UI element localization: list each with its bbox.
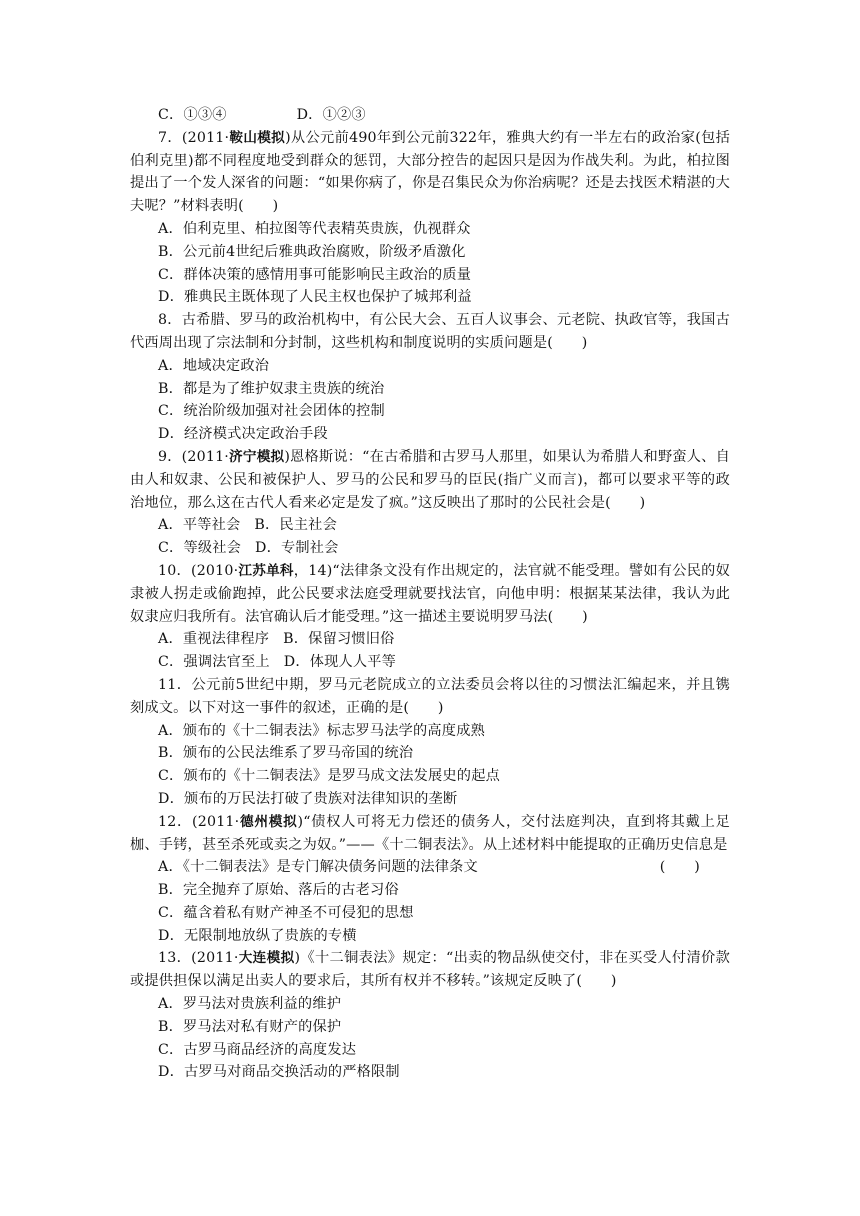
option-a: A．《十二铜表法》是专门解决债务问题的法律条文 — [158, 859, 478, 876]
question-list — [130, 104, 730, 1084]
question-number: 11． — [158, 676, 192, 693]
option-b: B．保留习惯旧俗 — [283, 631, 395, 648]
option-c: C．颁布的《十二铜表法》是罗马成文法发展史的起点 — [158, 768, 500, 785]
option-row — [130, 628, 730, 651]
option-c: C．统治阶级加强对社会团体的控制 — [158, 403, 385, 420]
question-source: 德州模拟 — [239, 813, 298, 830]
option-a: A．伯利克里、柏拉图等代表精英贵族，仇视群众 — [158, 220, 471, 237]
option-a: A．重视法律程序 — [158, 631, 270, 648]
question-text: ，14)“法律条文没有作出规定的，法官就不能受理。譬如有公民的奴隶被人拐走或偷跑掉，此公民要求法庭受理就要找法官，向他申明：根据某某法律，我认为此奴隶应归我所有。法官确认后才能受理。”这一描述主要说明罗马法( ) — [130, 562, 730, 625]
option-d: D．体现人人平等 — [283, 654, 397, 671]
option-b: B．民主社会 — [254, 517, 337, 534]
answer-blank: ( ) — [659, 859, 700, 876]
question-number: 10．(2010· — [158, 562, 239, 579]
option-a: A．颁布的《十二铜表法》标志罗马法学的高度成熟 — [158, 722, 485, 739]
question-number: 9．(2011· — [158, 448, 230, 465]
option-row — [130, 537, 730, 560]
question-text: )恩格斯说：“在古希腊和古罗马人那里，如果认为希腊人和野蛮人、自由人和奴隶、公民和被保护人、罗马的公民和罗马的臣民(指广义而言)，都可以要求平等的政治地位，那么这在古代人看来必定是发了疯。”这反映出了那时的公民社会是( ) — [130, 448, 730, 511]
question-number: 13．(2011· — [158, 950, 239, 967]
option-b: B．罗马法对私有财产的保护 — [158, 1018, 342, 1035]
option-d: D．专制社会 — [255, 540, 339, 557]
option-d: D．①②③ — [296, 107, 366, 123]
question-13 — [130, 947, 730, 993]
question-7 — [130, 127, 730, 218]
question-source: 济宁模拟 — [229, 448, 285, 465]
option-d: D．古罗马对商品交换活动的严格限制 — [158, 1064, 400, 1081]
option-b: B．公元前4世纪后雅典政治腐败，阶级矛盾激化 — [158, 243, 466, 260]
option-b: B．完全抛弃了原始、落后的古老习俗 — [158, 882, 399, 899]
option-c: C．等级社会 — [158, 540, 241, 557]
question-source: 江苏单科 — [238, 562, 294, 579]
question-source: 鞍山模拟 — [229, 129, 286, 146]
option-b: B．颁布的公民法维系了罗马帝国的统治 — [158, 745, 414, 762]
question-text: 古希腊、罗马的政治机构中，有公民大会、五百人议事会、元老院、执政官等，我国古代西周出现了宗法制和分封制，这些机构和制度说明的实质问题是( ) — [130, 312, 730, 351]
question-text: )《十二铜表法》规定：“出卖的物品纵使交付，非在买受人付清价款或提供担保以满足出卖人的要求后，其所有权并不移转。”该规定反映了( ) — [130, 950, 730, 990]
question-text: )从公元前490年到公元前322年，雅典大约有一半左右的政治家(包括伯利克里)都不同程度地受到群众的惩罚，大部分控告的起因只是因为作战失利。为此，柏拉图提出了一个发人深省的问题：“如果你病了，你是召集民众为你治病呢？还是去找医术精湛的大夫呢？”材料表明( ) — [130, 129, 731, 215]
option-b: B．都是为了维护奴隶主贵族的统治 — [158, 380, 385, 397]
option-a: A．地域决定政治 — [158, 357, 270, 374]
option-c: C．①③④ — [158, 107, 227, 123]
question-text: 公元前5世纪中期，罗马元老院成立的立法委员会将以往的习惯法汇编起来，并且镌刻成文。以下对这一事件的叙述，正确的是( ) — [130, 676, 731, 716]
option-c: C．古罗马商品经济的高度发达 — [158, 1041, 357, 1058]
option-c: C．强调法官至上 — [158, 654, 270, 671]
question-10 — [130, 560, 730, 628]
option-a: A．平等社会 — [158, 517, 241, 534]
question-number: 8． — [158, 312, 182, 329]
option-row — [130, 651, 730, 674]
option-d: D．雅典民主既体现了人民主权也保护了城邦利益 — [158, 289, 472, 306]
question-text: )“债权人可将无力偿还的债务人，交付法庭判决，直到将其戴上足枷、手铐，甚至杀死或卖之为奴。”——《十二铜表法》。从上述材料中能提取的正确历史信息是 — [130, 813, 730, 853]
question-11 — [130, 674, 730, 720]
option-a: A．罗马法对贵族利益的维护 — [158, 996, 342, 1013]
option-c: C．群体决策的感情用事可能影响民主政治的质量 — [158, 266, 472, 283]
option-row — [130, 514, 730, 537]
question-8 — [130, 309, 730, 355]
question-number: 12．(2011· — [158, 813, 240, 830]
option-c: C．蕴含着私有财产神圣不可侵犯的思想 — [158, 904, 414, 921]
option-d: D．颁布的万民法打破了贵族对法律知识的垄断 — [158, 790, 458, 807]
question-number: 7．(2011· — [158, 129, 230, 146]
question-source: 大连模拟 — [238, 950, 295, 967]
question-9 — [130, 446, 730, 514]
option-d: D．经济模式决定政治手段 — [158, 426, 328, 443]
option-row — [130, 104, 730, 127]
option-d: D．无限制地放纵了贵族的专横 — [158, 927, 357, 944]
